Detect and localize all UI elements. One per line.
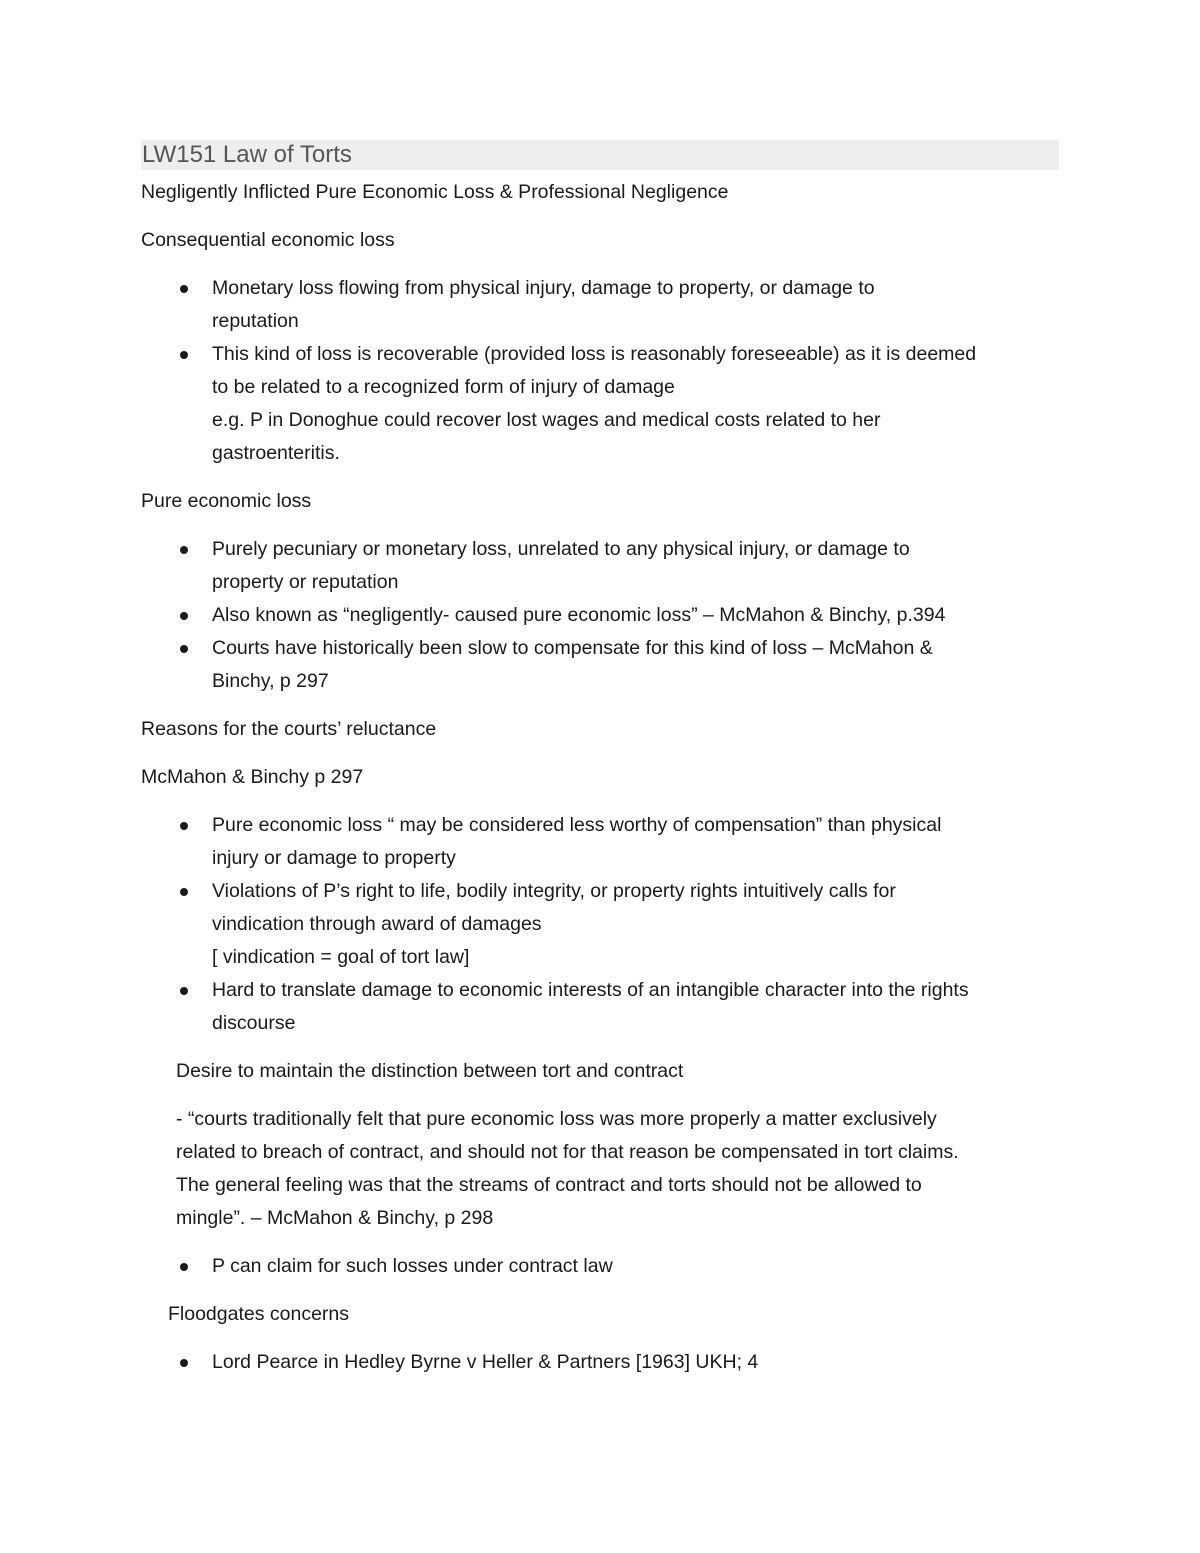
bullet-icon [180, 546, 188, 554]
text-line: discourse [212, 1012, 296, 1034]
section-heading-pure: Pure economic loss [141, 490, 312, 512]
document-title: LW151 Law of Torts [141, 140, 1059, 170]
bullet-list-distinction [141, 1250, 1059, 1283]
list-item [141, 632, 1059, 698]
document-page [141, 140, 1059, 1394]
bullet-list-floodgates [141, 1346, 1059, 1379]
text-line: Also known as “negligently- caused pure economic loss” – McMahon & Binchy, p.394 [212, 604, 946, 626]
text-line: to be related to a recognized form of injury of damage [212, 376, 675, 398]
bullet-icon [180, 1359, 188, 1367]
text-line: reputation [212, 310, 299, 332]
text-line: P can claim for such losses under contract law [212, 1255, 613, 1277]
section-heading-distinction: Desire to maintain the distinction between tort and contract [176, 1060, 684, 1082]
text-line: mingle”. – McMahon & Binchy, p 298 [176, 1207, 494, 1229]
text-line: The general feeling was that the streams of contract and torts should not be allowed to [176, 1174, 922, 1196]
text-line: gastroenteritis. [212, 442, 340, 464]
bullet-list-consequential [141, 272, 1059, 470]
text-line: injury or damage to property [212, 847, 456, 869]
text-line: vindication through award of damages [212, 913, 542, 935]
text-line: This kind of loss is recoverable (provided loss is reasonably foreseeable) as it is deemed [212, 343, 977, 365]
list-item [141, 875, 1059, 974]
text-line: - “courts traditionally felt that pure economic loss was more properly a matter exclusively [176, 1108, 937, 1130]
bullet-list-reasons [141, 809, 1059, 1040]
list-item [141, 272, 1059, 338]
text-line: Pure economic loss “ may be considered less worthy of compensation” than physical [212, 814, 942, 836]
list-item [141, 809, 1059, 875]
text-line: Monetary loss flowing from physical injury, damage to property, or damage to [212, 277, 875, 299]
list-item [141, 599, 1059, 632]
bullet-icon [180, 645, 188, 653]
text-line: Violations of P’s right to life, bodily integrity, or property rights intuitively calls for [212, 880, 896, 902]
list-item [141, 1346, 1059, 1379]
bullet-icon [180, 987, 188, 995]
bullet-icon [180, 888, 188, 896]
list-item [141, 533, 1059, 599]
list-item [141, 974, 1059, 1040]
bullet-icon [180, 351, 188, 359]
source-citation: McMahon & Binchy p 297 [141, 766, 364, 788]
section-heading-consequential: Consequential economic loss [141, 229, 395, 251]
bullet-icon [180, 1263, 188, 1271]
text-line: Courts have historically been slow to compensate for this kind of loss – McMahon & [212, 637, 933, 659]
list-item [141, 338, 1059, 470]
list-item [141, 1250, 1059, 1283]
text-line: [ vindication = goal of tort law] [212, 946, 470, 968]
bullet-list-pure [141, 533, 1059, 698]
document-subtitle: Negligently Inflicted Pure Economic Loss & Professional Negligence [141, 181, 729, 203]
text-line: property or reputation [212, 571, 399, 593]
quote-block [176, 1103, 1059, 1235]
text-line: Purely pecuniary or monetary loss, unrelated to any physical injury, or damage to [212, 538, 910, 560]
text-line: e.g. P in Donoghue could recover lost wages and medical costs related to her [212, 409, 881, 431]
bullet-icon [180, 285, 188, 293]
section-heading-reasons: Reasons for the courts’ reluctance [141, 718, 437, 740]
bullet-icon [180, 612, 188, 620]
text-line: Binchy, p 297 [212, 670, 329, 692]
text-line: Hard to translate damage to economic interests of an intangible character into the rights [212, 979, 969, 1001]
text-line: Lord Pearce in Hedley Byrne v Heller & Partners [1963] UKH; 4 [212, 1351, 759, 1373]
text-line: related to breach of contract, and should not for that reason be compensated in tort claims. [176, 1141, 959, 1163]
section-heading-floodgates: Floodgates concerns [168, 1303, 350, 1325]
bullet-icon [180, 822, 188, 830]
